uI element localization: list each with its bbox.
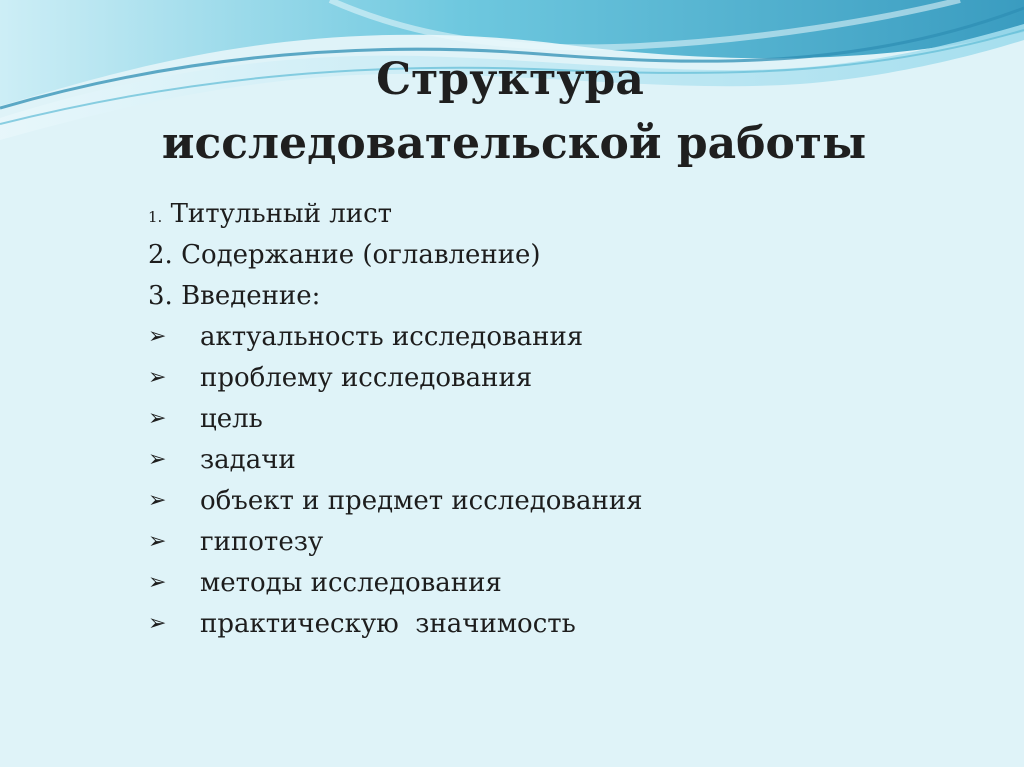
bullet-text: гипотезу <box>200 527 324 557</box>
item-number: 2. <box>148 240 173 270</box>
bullet-item <box>148 481 908 522</box>
bullet-text: цель <box>200 404 263 434</box>
bullet-text: проблему исследования <box>200 363 533 393</box>
list-item <box>148 194 908 235</box>
item-text: Введение: <box>172 281 321 311</box>
bullet-text: практическую значимость <box>200 609 576 639</box>
item-number: 1. <box>148 208 163 226</box>
title-line-2: исследовательской работы <box>161 118 867 169</box>
arrow-bullet-icon: ➢ <box>148 365 167 390</box>
bullet-text: методы исследования <box>200 568 502 598</box>
list-item <box>148 276 908 317</box>
item-number: 3. <box>148 281 173 311</box>
bullet-item <box>148 563 908 604</box>
item-text: Титульный лист <box>162 199 393 229</box>
item-text: Содержание (оглавление) <box>172 240 541 270</box>
bullet-item <box>148 522 908 563</box>
bullet-text: объект и предмет исследования <box>200 486 643 516</box>
bullet-item <box>148 317 908 358</box>
arrow-bullet-icon: ➢ <box>148 447 167 472</box>
bullet-text: актуальность исследования <box>200 322 584 352</box>
list-item <box>148 235 908 276</box>
intro-bullet-list <box>148 317 908 645</box>
bullet-text: задачи <box>200 445 296 475</box>
arrow-bullet-icon: ➢ <box>148 406 167 431</box>
bullet-item <box>148 399 908 440</box>
arrow-bullet-icon: ➢ <box>148 529 167 554</box>
bullet-item <box>148 604 908 645</box>
arrow-bullet-icon: ➢ <box>148 611 167 636</box>
bullet-item <box>148 358 908 399</box>
arrow-bullet-icon: ➢ <box>148 570 167 595</box>
arrow-bullet-icon: ➢ <box>148 324 167 349</box>
arrow-bullet-icon: ➢ <box>148 488 167 513</box>
content <box>148 194 908 645</box>
title-line-1: Структура <box>376 54 644 105</box>
slide-title <box>0 48 1024 176</box>
bullet-item <box>148 440 908 481</box>
